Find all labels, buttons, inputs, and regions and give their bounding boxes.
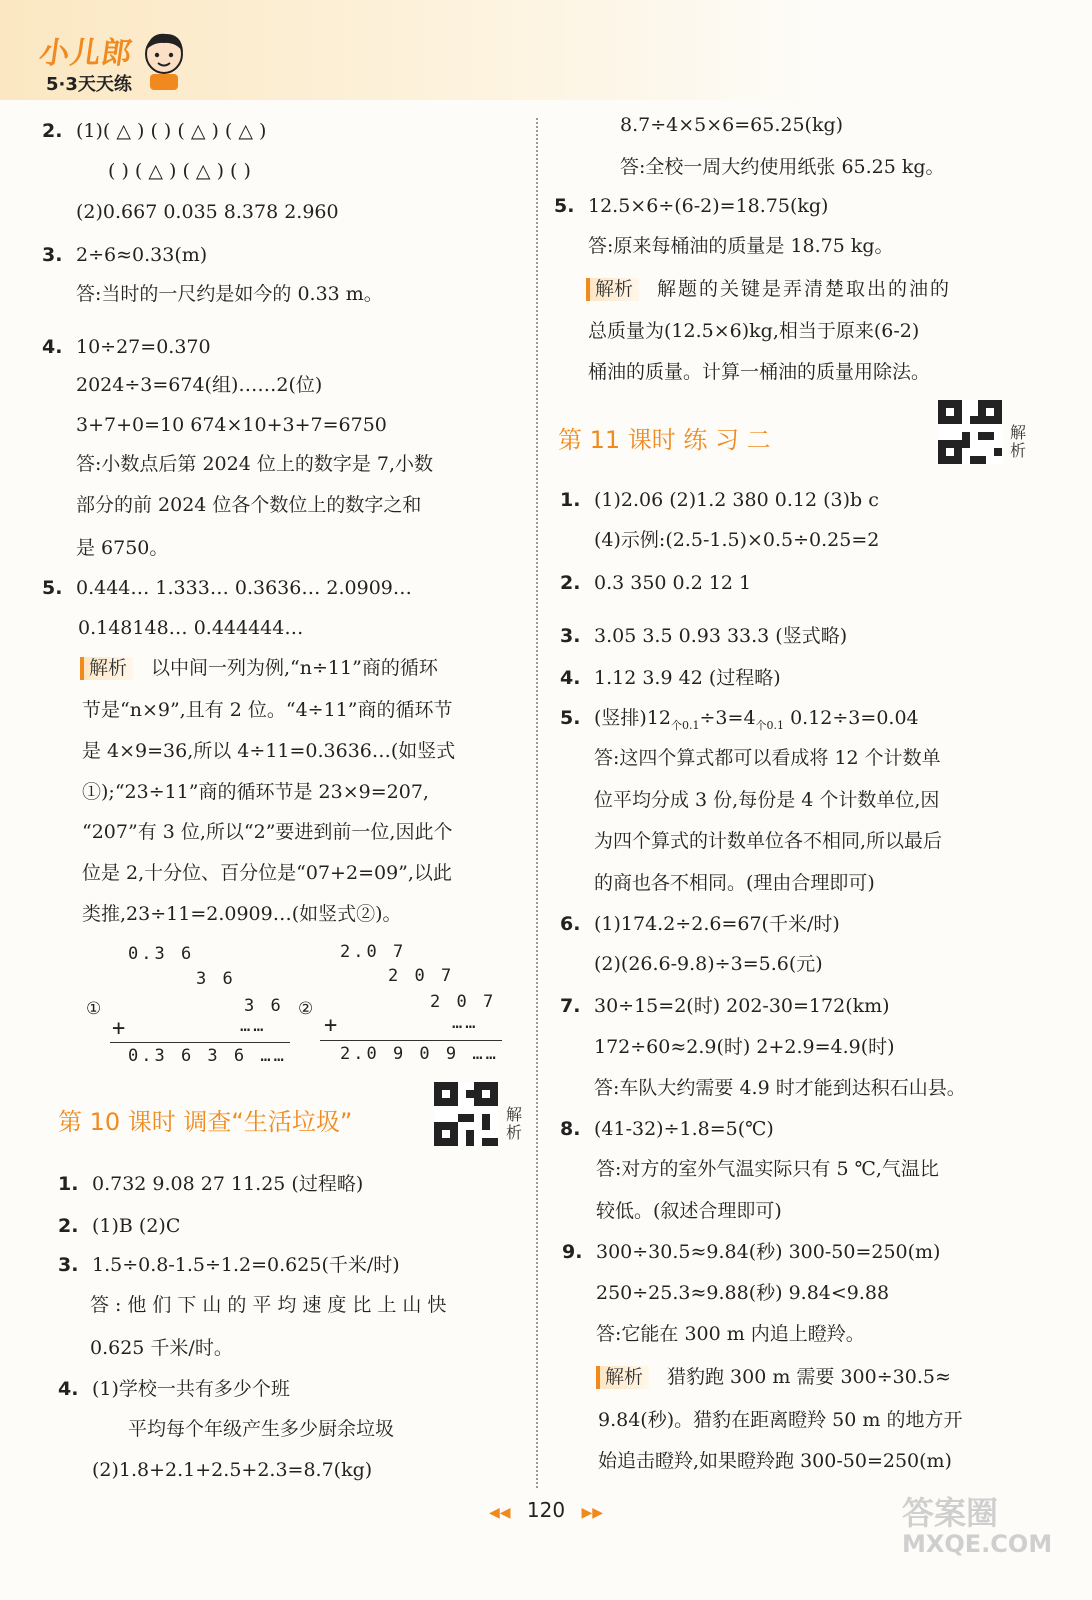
l10-q3-line3: 0.625 千米/时。	[90, 1337, 233, 1359]
l11-q9-line1: 9. 300÷30.5≈9.84(秒) 300-50=250(m)	[562, 1241, 941, 1263]
q4-line6: 是 6750。	[76, 537, 169, 559]
analysis-tag: 解析	[586, 278, 639, 301]
vcalc2-mark: ②	[298, 999, 317, 1019]
vcalc2-rule	[320, 1040, 502, 1041]
vcalc1-plus: +	[112, 1016, 129, 1041]
q4-line5: 部分的前 2024 位各个数位上的数字之和	[76, 494, 422, 516]
analysis-line4: ①);“23÷11”商的循环节是 23×9=207,	[82, 781, 429, 803]
vcalc2-plus: +	[324, 1013, 341, 1038]
l11-q4: 4. 1.12 3.9 42 (过程略)	[560, 667, 781, 689]
vcalc1-dots: ……	[240, 1016, 267, 1036]
vcalc2-row3: 2 0 7	[430, 992, 497, 1012]
vcalc1-result: 0.3 6 3 6 ……	[128, 1046, 287, 1066]
prev-arrow-icon: ◀◀	[489, 1505, 511, 1521]
q4-line2: 2024÷3=674(组)……2(位)	[76, 374, 323, 396]
l10-q4-line3: (2)1.8+2.1+2.5+2.3=8.7(kg)	[92, 1459, 373, 1481]
l11-q8-line1: 8. (41-32)÷1.8=5(℃)	[560, 1118, 774, 1140]
qr-label: 解析	[1010, 423, 1027, 461]
l11-q7-line2: 172÷60≈2.9(时) 2+2.9=4.9(时)	[594, 1036, 895, 1058]
r-q5-line2: 答:原来每桶油的质量是 18.75 kg。	[588, 235, 894, 257]
watermark-url: MXQE.COM	[902, 1530, 1053, 1558]
lesson-11-heading: 第 11 课时 练 习 二	[558, 426, 771, 454]
r-cont-line2: 答:全校一周大约使用纸张 65.25 kg。	[620, 156, 945, 178]
vcalc2-result: 2.0 9 0 9 ……	[340, 1044, 499, 1064]
l11-q6-line1: 6. (1)174.2÷2.6=67(千米/时)	[560, 913, 840, 935]
analysis-line6: 位是 2,十分位、百分位是“07+2=09”,以此	[82, 862, 452, 884]
l10-q2: 2. (1)B (2)C	[58, 1215, 181, 1237]
l11-q5-line3: 位平均分成 3 份,每份是 4 个计数单位,因	[594, 789, 940, 811]
l11-q9-line3: 答:它能在 300 m 内追上瞪羚。	[596, 1323, 865, 1345]
vcalc2-row2: 2 0 7	[388, 966, 455, 986]
l11-q7-line1: 7. 30÷15=2(时) 202-30=172(km)	[560, 995, 890, 1017]
l10-q4-line2: 平均每个年级产生多少厨余垃圾	[128, 1418, 395, 1440]
l11-q6-line2: (2)(26.6-9.8)÷3=5.6(元)	[594, 953, 823, 975]
l11-q9-line2: 250÷25.3≈9.88(秒) 9.84<9.88	[596, 1282, 890, 1304]
r-analysis-line2: 总质量为(12.5×6)kg,相当于原来(6-2)	[588, 320, 920, 342]
q2-row1: 2. (1)( △ ) ( ) ( △ ) ( △ )	[42, 120, 267, 142]
analysis-tag: 解析	[596, 1366, 649, 1389]
qr-label: 解析	[506, 1105, 523, 1143]
vcalc1-row2: 3 6	[196, 969, 236, 989]
vcalc2-dots: ……	[452, 1013, 479, 1033]
series-label: 5·3天天练	[46, 74, 132, 95]
r-analysis2-line3: 始追击瞪羚,如果瞪羚跑 300-50=250(m)	[598, 1450, 952, 1472]
q2-row3: (2)0.667 0.035 8.378 2.960	[76, 201, 339, 223]
q5-line2: 0.148148… 0.444444…	[78, 617, 304, 639]
column-divider	[536, 118, 538, 1488]
analysis-line5: “207”有 3 位,所以“2”要进到前一位,因此个	[82, 821, 453, 843]
qr-code-icon[interactable]	[434, 1082, 498, 1146]
analysis-line2: 节是“n×9”,且有 2 位。“4÷11”商的循环节	[82, 699, 453, 721]
q4-line4: 答:小数点后第 2024 位上的数字是 7,小数	[76, 453, 434, 475]
r-analysis-line1: 解析 解题的关键是弄清楚取出的油的	[586, 278, 951, 301]
lesson-10-heading: 第 10 课时 调查“生活垃圾”	[58, 1108, 353, 1136]
l11-q8-line2: 答:对方的室外气温实际只有 5 ℃,气温比	[596, 1158, 939, 1180]
qr-code-icon[interactable]	[938, 400, 1002, 464]
vcalc1-row1: 0.3 6	[128, 944, 195, 964]
l11-q3: 3. 3.05 3.5 0.93 33.3 (竖式略)	[560, 625, 848, 647]
r-analysis-line3: 桶油的质量。计算一桶油的质量用除法。	[588, 361, 931, 383]
l11-q5-line2: 答:这四个算式都可以看成将 12 个计数单	[594, 747, 941, 769]
next-arrow-icon: ▶▶	[581, 1505, 603, 1521]
l11-q1-line1: 1. (1)2.06 (2)1.2 380 0.12 (3)b c	[560, 489, 879, 511]
mascot-icon	[140, 30, 188, 92]
r-analysis2-line1: 解析 猎豹跑 300 m 需要 300÷30.5≈	[596, 1366, 951, 1389]
l11-q1-line2: (4)示例:(2.5-1.5)×0.5÷0.25=2	[594, 529, 880, 551]
vcalc2-row1: 2.0 7	[340, 942, 407, 962]
l10-q3-line1: 3. 1.5÷0.8-1.5÷1.2=0.625(千米/时)	[58, 1254, 400, 1276]
brand-logo: 小儿郎	[37, 36, 135, 71]
l11-q5-line1: 5. (竖排)$12_{个0.1}\div 3=4_{个0.1}$ 0.12÷3=0.04	[560, 707, 919, 732]
analysis-line7: 类推,23÷11=2.0909…(如竖式②)。	[82, 903, 402, 925]
l10-q4-line1: 4. (1)学校一共有多少个班	[58, 1378, 290, 1400]
q4-line3: 3+7+0=10 674×10+3+7=6750	[76, 414, 387, 436]
q5-line1: 5. 0.444… 1.333… 0.3636… 2.0909…	[42, 577, 412, 599]
l11-q2: 2. 0.3 350 0.2 12 1	[560, 572, 752, 594]
l11-q5-line4: 为四个算式的计数单位各不相同,所以最后	[594, 830, 943, 852]
watermark-logo: 答案圈	[902, 1494, 999, 1532]
q3-answer: 答:当时的一尺约是如今的 0.33 m。	[76, 283, 383, 305]
analysis-tag: 解析	[80, 657, 133, 680]
vcalc1-rule	[110, 1042, 290, 1043]
l11-q7-line3: 答:车队大约需要 4.9 时才能到达积石山县。	[594, 1077, 966, 1099]
r-q5-line1: 5. 12.5×6÷(6-2)=18.75(kg)	[554, 195, 829, 217]
q2-row2: ( ) ( △ ) ( △ ) ( )	[108, 160, 251, 182]
vcalc1-mark: ①	[86, 999, 105, 1019]
r-analysis2-line2: 9.84(秒)。猎豹在距离瞪羚 50 m 的地方开	[598, 1409, 963, 1431]
analysis-line3: 是 4×9=36,所以 4÷11=0.3636…(如竖式	[82, 740, 456, 762]
l11-q8-line3: 较低。(叙述合理即可)	[596, 1200, 782, 1222]
l10-q3-line2: 答:他们下山的平均速度比上山快	[90, 1294, 453, 1316]
page-number: 120	[526, 1498, 566, 1522]
vcalc1-row3: 3 6	[244, 996, 284, 1016]
l11-q5-line5: 的商也各不相同。(理由合理即可)	[594, 872, 875, 894]
q3-line1: 3. 2÷6≈0.33(m)	[42, 244, 208, 266]
analysis-line1: 解析 以中间一列为例,“n÷11”商的循环	[80, 657, 438, 680]
q4-line1: 4. 10÷27=0.370	[42, 336, 211, 358]
r-cont-line1: 8.7÷4×5×6=65.25(kg)	[620, 114, 844, 136]
l10-q1: 1. 0.732 9.08 27 11.25 (过程略)	[58, 1173, 364, 1195]
